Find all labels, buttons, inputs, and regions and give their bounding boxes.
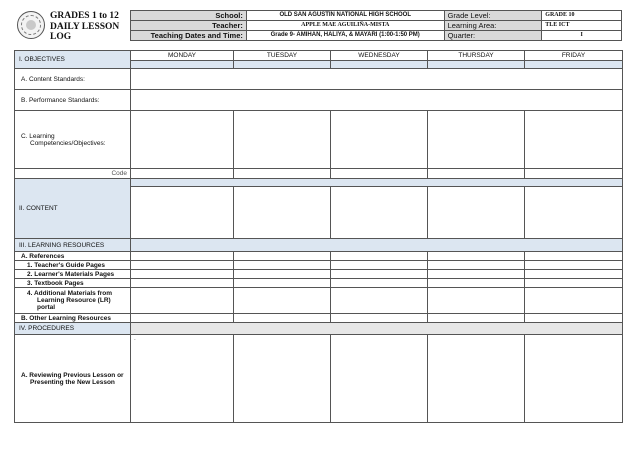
teachers-guide-cell-friday[interactable]: [525, 261, 623, 270]
lesson-log-table: [14, 50, 623, 423]
other-resources-label: B. Other Learning Resources: [15, 314, 131, 323]
objectives-heading: I. OBJECTIVES: [15, 51, 131, 69]
learning-resources-heading: III. LEARNING RESOURCES: [15, 239, 131, 252]
competencies-cell-friday[interactable]: [525, 111, 623, 169]
other-resources-cell-thursday[interactable]: [428, 314, 525, 323]
grade-level-label: Grade Level:: [444, 11, 542, 21]
additional-materials-label: [15, 288, 131, 314]
day-header-tuesday: TUESDAY: [234, 51, 331, 61]
references-cell-thursday[interactable]: [428, 252, 525, 261]
references-cell-monday[interactable]: [131, 252, 234, 261]
other-resources-cell-wednesday[interactable]: [331, 314, 428, 323]
objectives-cell-wednesday[interactable]: [331, 61, 428, 69]
deped-seal-icon: [17, 11, 45, 39]
day-header-thursday: THURSDAY: [428, 51, 525, 61]
reviewing-cell-wednesday[interactable]: [331, 335, 428, 423]
additional-materials-cell-monday[interactable]: [131, 288, 234, 314]
learners-materials-cell-tuesday[interactable]: [234, 270, 331, 279]
day-header-friday: FRIDAY: [525, 51, 623, 61]
content-cell-monday[interactable]: [131, 187, 234, 239]
competencies-cell-wednesday[interactable]: [331, 111, 428, 169]
content-standards-label: A. Content Standards:: [15, 69, 131, 90]
teacher-label: Teacher:: [131, 21, 247, 31]
competencies-label-line-1: C. Learning: [21, 132, 55, 140]
additional-materials-line-3: portal: [37, 304, 56, 311]
teachers-guide-cell-thursday[interactable]: [428, 261, 525, 270]
quarter-value: I: [542, 31, 622, 41]
teachers-guide-label: 1. Teacher's Guide Pages: [15, 261, 131, 270]
content-band: [131, 179, 623, 187]
teacher-value: APPLE MAE AGUILIÑA-MISTA: [246, 21, 444, 31]
code-cell-wednesday[interactable]: [331, 169, 428, 179]
textbook-cell-tuesday[interactable]: [234, 279, 331, 288]
header-info-table: [130, 10, 622, 41]
references-label: A. References: [15, 252, 131, 261]
reviewing-lesson-line-1: A. Reviewing Previous Lesson or: [21, 371, 124, 379]
document-title: [50, 11, 119, 43]
day-header-wednesday: WEDNESDAY: [331, 51, 428, 61]
reviewing-cell-monday[interactable]: .: [131, 335, 234, 423]
references-cell-friday[interactable]: [525, 252, 623, 261]
additional-materials-line-2: Learning Resource (LR): [37, 297, 111, 304]
school-label: School:: [131, 11, 247, 21]
code-cell-tuesday[interactable]: [234, 169, 331, 179]
references-cell-tuesday[interactable]: [234, 252, 331, 261]
objectives-cell-friday[interactable]: [525, 61, 623, 69]
competencies-cell-thursday[interactable]: [428, 111, 525, 169]
code-label: Code: [15, 169, 131, 179]
competencies-cell-monday[interactable]: [131, 111, 234, 169]
other-resources-cell-monday[interactable]: [131, 314, 234, 323]
competencies-cell-tuesday[interactable]: [234, 111, 331, 169]
teaching-dates-label: Teaching Dates and Time:: [131, 31, 247, 41]
code-cell-friday[interactable]: [525, 169, 623, 179]
textbook-label: 3. Textbook Pages: [15, 279, 131, 288]
title-line-3: LOG: [50, 32, 72, 42]
content-heading: II. CONTENT: [15, 179, 131, 239]
day-header-monday: MONDAY: [131, 51, 234, 61]
reviewing-cell-tuesday[interactable]: [234, 335, 331, 423]
additional-materials-cell-tuesday[interactable]: [234, 288, 331, 314]
grade-level-value: GRADE 10: [542, 11, 622, 21]
competencies-label: [15, 111, 131, 169]
code-cell-thursday[interactable]: [428, 169, 525, 179]
teachers-guide-cell-tuesday[interactable]: [234, 261, 331, 270]
header: [14, 10, 622, 42]
reviewing-lesson-line-2: Presenting the New Lesson: [30, 378, 115, 386]
quarter-label: Quarter:: [444, 31, 542, 41]
references-cell-wednesday[interactable]: [331, 252, 428, 261]
title-line-2: DAILY LESSON: [50, 21, 120, 32]
textbook-cell-wednesday[interactable]: [331, 279, 428, 288]
daily-lesson-log-page: [14, 10, 622, 386]
content-cell-wednesday[interactable]: [331, 187, 428, 239]
objectives-cell-thursday[interactable]: [428, 61, 525, 69]
performance-standards-cell[interactable]: [131, 90, 623, 111]
content-cell-tuesday[interactable]: [234, 187, 331, 239]
additional-materials-cell-wednesday[interactable]: [331, 288, 428, 314]
learners-materials-cell-friday[interactable]: [525, 270, 623, 279]
learning-resources-band: [131, 239, 623, 252]
learners-materials-cell-monday[interactable]: [131, 270, 234, 279]
additional-materials-cell-friday[interactable]: [525, 288, 623, 314]
teachers-guide-cell-monday[interactable]: [131, 261, 234, 270]
title-line-1: GRADES 1 to 12: [50, 11, 119, 21]
other-resources-cell-friday[interactable]: [525, 314, 623, 323]
content-cell-friday[interactable]: [525, 187, 623, 239]
reviewing-cell-friday[interactable]: [525, 335, 623, 423]
learners-materials-cell-thursday[interactable]: [428, 270, 525, 279]
textbook-cell-monday[interactable]: [131, 279, 234, 288]
procedures-band: [131, 323, 623, 335]
teaching-dates-value: Grade 9- AMIHAN, HALIYA, & MAYARI (1:00-1:50 PM): [246, 31, 444, 41]
learners-materials-cell-wednesday[interactable]: [331, 270, 428, 279]
learners-materials-label: 2. Learner's Materials Pages: [15, 270, 131, 279]
reviewing-lesson-label: [15, 335, 131, 423]
performance-standards-label: B. Performance Standards:: [15, 90, 131, 111]
content-standards-cell[interactable]: [131, 69, 623, 90]
textbook-cell-thursday[interactable]: [428, 279, 525, 288]
textbook-cell-friday[interactable]: [525, 279, 623, 288]
competencies-label-line-2: Competencies/Objectives:: [30, 139, 106, 147]
other-resources-cell-tuesday[interactable]: [234, 314, 331, 323]
reviewing-cell-thursday[interactable]: [428, 335, 525, 423]
additional-materials-cell-thursday[interactable]: [428, 288, 525, 314]
learning-area-value: TLE ICT: [542, 21, 622, 31]
school-value: OLD SAN AGUSTIN NATIONAL HIGH SCHOOL: [246, 11, 444, 21]
code-cell-monday[interactable]: [131, 169, 234, 179]
learning-area-label: Learning Area:: [444, 21, 542, 31]
additional-materials-line-1: 4. Additional Materials from: [27, 290, 112, 297]
procedures-heading: IV. PROCEDURES: [15, 323, 131, 335]
objectives-cell-monday[interactable]: [131, 61, 234, 69]
teachers-guide-cell-wednesday[interactable]: [331, 261, 428, 270]
content-cell-thursday[interactable]: [428, 187, 525, 239]
objectives-cell-tuesday[interactable]: [234, 61, 331, 69]
